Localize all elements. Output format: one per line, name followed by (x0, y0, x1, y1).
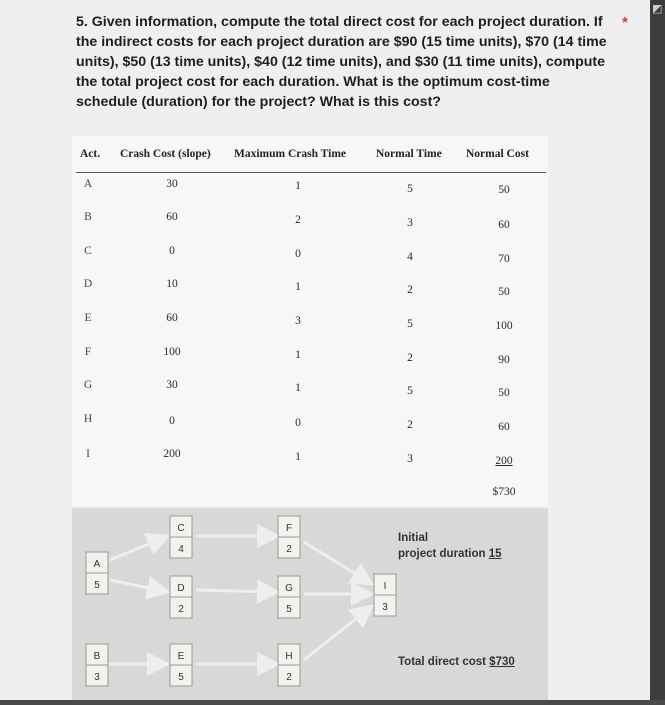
node-duration: 5 (286, 604, 292, 615)
cell-act: D (83, 278, 93, 290)
cell-slope: 60 (166, 211, 178, 223)
header-crash-cost: Crash Cost (slope) (120, 148, 211, 160)
cell-slope: 0 (169, 245, 175, 257)
cell-max-crash: 2 (295, 214, 301, 226)
header-max-crash: Maximum Crash Time (234, 148, 347, 160)
cell-normal-time: 2 (407, 419, 413, 431)
project-duration-label (398, 548, 502, 560)
question-text (76, 12, 636, 112)
cell-normal-time: 3 (407, 453, 413, 465)
cell-max-crash: 1 (295, 382, 301, 394)
cell-max-crash: 1 (295, 349, 301, 361)
cell-slope: 100 (163, 346, 181, 358)
cell-normal-cost: 50 (498, 387, 510, 399)
arrow-f-i (304, 542, 372, 584)
cell-max-crash: 0 (295, 248, 301, 260)
arrow-d-g (196, 590, 278, 592)
node-label: D (177, 583, 185, 594)
node-label: H (285, 651, 293, 662)
arrow-a-d (110, 580, 168, 592)
node-duration: 3 (382, 602, 388, 613)
cell-normal-time: 3 (407, 217, 413, 229)
node-label: G (285, 583, 293, 594)
header-divider (76, 172, 546, 173)
cell-max-crash: 3 (295, 315, 301, 327)
cell-normal-time: 2 (407, 284, 413, 296)
cell-act: B (84, 211, 92, 223)
cell-slope: 60 (166, 312, 178, 324)
project-duration-value: 15 (488, 548, 502, 560)
network-arrows (102, 536, 372, 664)
cell-slope: 200 (163, 448, 181, 460)
node-duration: 2 (178, 604, 184, 615)
node-d (170, 576, 192, 618)
node-label: I (383, 581, 387, 592)
node-duration: 2 (286, 544, 292, 555)
corner-mark-icon: ◩ (652, 2, 663, 15)
total-direct-cost-value: $730 (489, 656, 515, 668)
cell-slope: 30 (166, 178, 178, 190)
cell-normal-time: 4 (407, 251, 413, 263)
node-duration: 5 (94, 580, 100, 591)
node-label: A (93, 559, 101, 570)
node-duration: 4 (178, 544, 184, 555)
node-f (278, 516, 300, 558)
node-i (374, 574, 396, 616)
question-line: units), $50 (13 time units), $40 (12 time units), and $30 (11 time units), compute (76, 54, 606, 70)
cell-normal-cost: 100 (495, 320, 513, 332)
right-edge-strip (650, 0, 665, 700)
node-c (170, 516, 192, 558)
cell-normal-cost: 70 (498, 253, 510, 265)
node-duration: 3 (94, 672, 100, 683)
cell-act: F (84, 346, 92, 358)
cell-slope: 0 (169, 415, 175, 427)
cell-max-crash: 1 (295, 180, 301, 192)
cell-act: A (83, 178, 93, 190)
network-svg (72, 508, 548, 700)
cell-act: H (83, 413, 93, 425)
total-direct-cost-label (398, 656, 515, 668)
node-g (278, 576, 300, 618)
cell-max-crash: 1 (295, 281, 301, 293)
required-asterisk: * (622, 14, 628, 31)
node-e (170, 644, 192, 686)
project-duration-text: project duration (398, 548, 486, 560)
cell-normal-cost: 50 (498, 286, 510, 298)
cell-normal-cost: 60 (498, 421, 510, 433)
node-a (86, 552, 108, 594)
cell-max-crash: 0 (295, 417, 301, 429)
activity-table-image (72, 136, 548, 506)
node-label: E (177, 651, 185, 662)
question-line: schedule (duration) for the project? What is this cost? (76, 94, 441, 110)
cell-normal-cost: 200 (495, 455, 513, 467)
arrow-a-c (110, 536, 168, 560)
total-direct-cost-text: Total direct cost (398, 656, 486, 668)
cell-normal-time: 5 (407, 385, 413, 397)
node-b (86, 644, 108, 686)
cell-max-crash: 1 (295, 451, 301, 463)
arrow-h-i (304, 606, 372, 660)
header-act: Act. (80, 148, 101, 160)
cell-act: I (86, 448, 90, 460)
cell-act: E (84, 312, 92, 324)
question-line: 5. Given information, compute the total direct cost for each project duration. If (76, 14, 603, 30)
question-line: the indirect costs for each project duration are $90 (15 time units), $70 (14 time (76, 34, 607, 50)
cell-normal-time: 5 (407, 318, 413, 330)
cell-act: G (83, 379, 93, 391)
header-normal-time: Normal Time (376, 148, 442, 160)
node-h (278, 644, 300, 686)
cell-act: C (84, 245, 92, 257)
header-normal-cost: Normal Cost (466, 148, 529, 160)
node-duration: 2 (286, 672, 292, 683)
cell-normal-cost: 50 (498, 184, 510, 196)
initial-label: Initial (398, 532, 429, 544)
table-total-cost: $730 (492, 486, 516, 498)
cell-normal-time: 5 (407, 183, 413, 195)
node-label: B (93, 651, 101, 662)
cell-normal-time: 2 (407, 352, 413, 364)
node-duration: 5 (178, 672, 184, 683)
node-label: C (177, 523, 185, 534)
cell-slope: 30 (166, 379, 178, 391)
network-diagram (72, 508, 548, 700)
cell-normal-cost: 90 (498, 354, 510, 366)
cell-slope: 10 (166, 278, 178, 290)
node-label: F (285, 523, 293, 534)
question-line: the total project cost for each duration. What is the optimum cost-time (76, 74, 550, 90)
cell-normal-cost: 60 (498, 219, 510, 231)
